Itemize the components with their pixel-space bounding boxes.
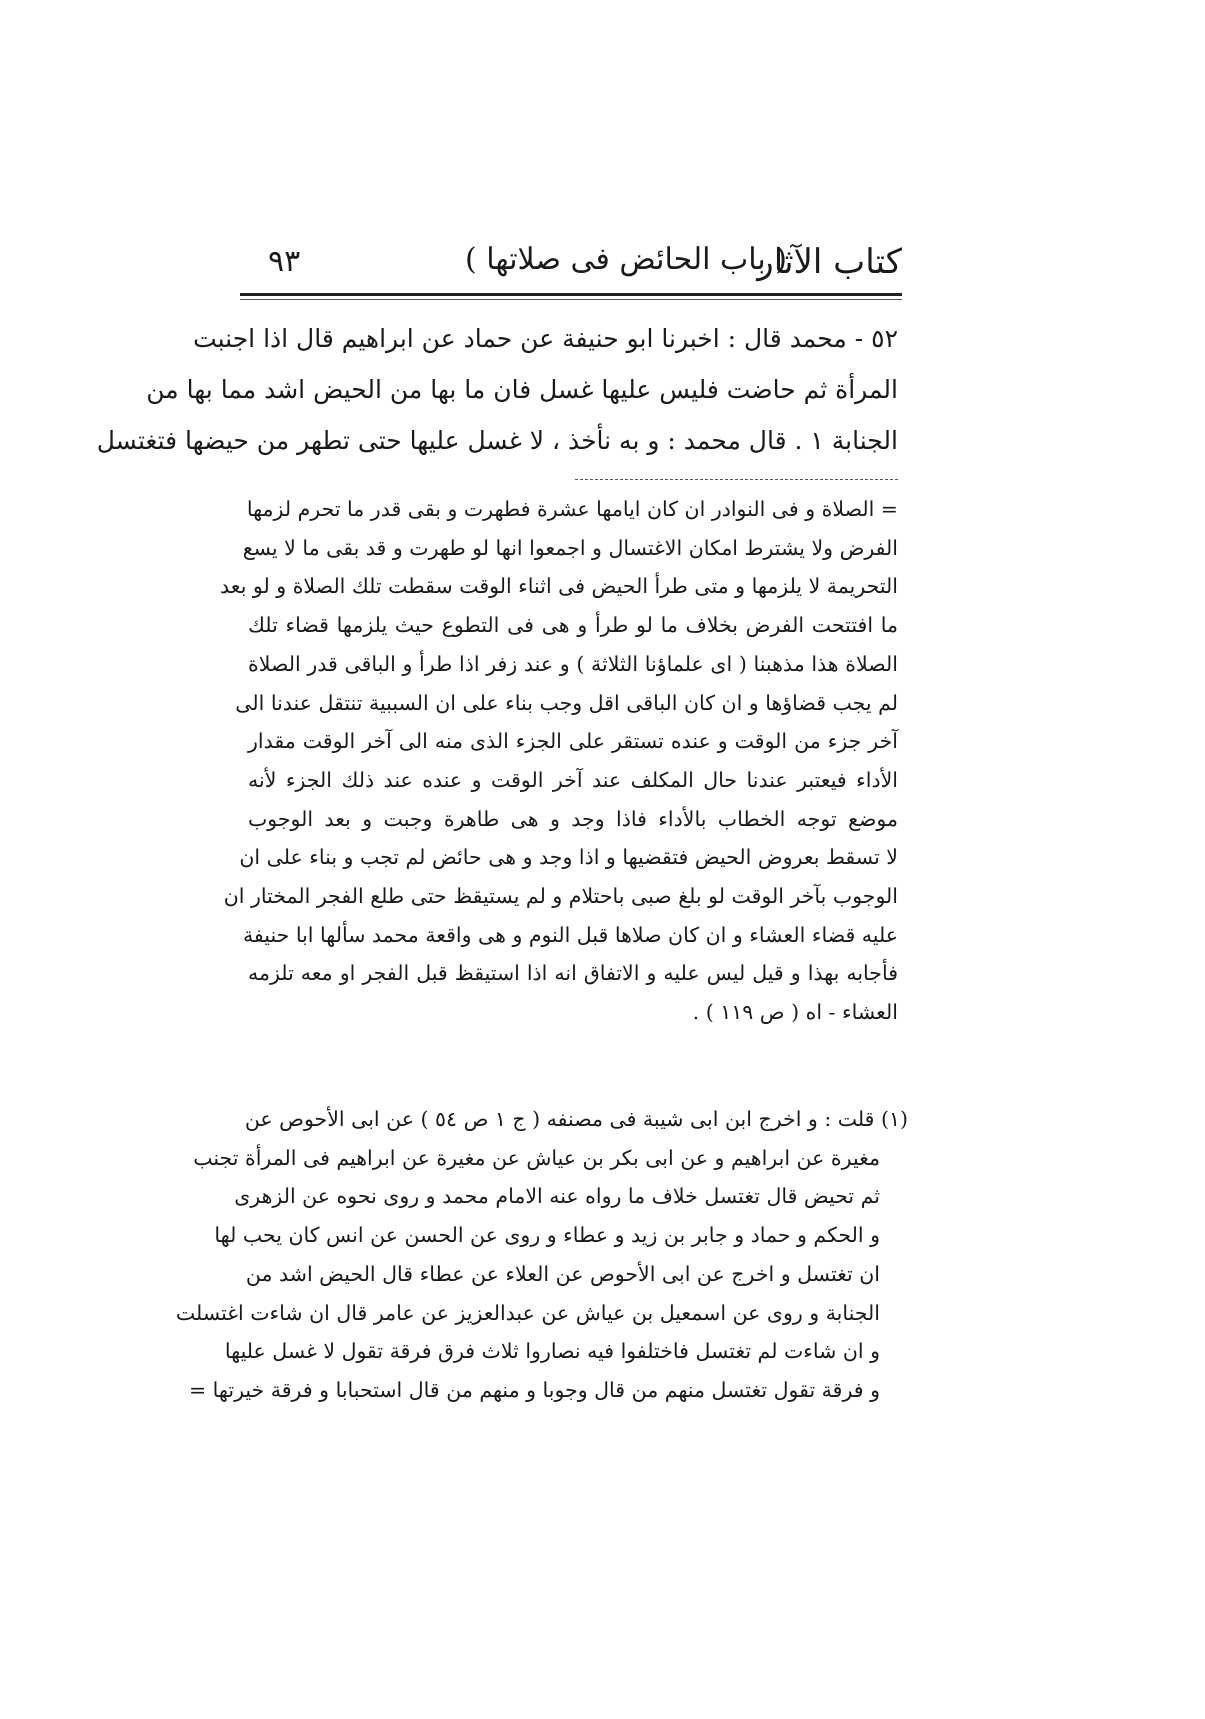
footnote-line: (١) قلت : و اخرج ابن ابى شيبة فى مصنفه ( ج ١ ص ٥٤ ) عن ابى الأحوص عن bbox=[244, 1107, 908, 1131]
main-text-line: المرأة ثم حاضت فليس عليها غسل فان ما بها من الحيض اشد مما بها من bbox=[146, 375, 898, 404]
page-number: ٩٣ bbox=[268, 244, 301, 279]
commentary-line: الأداء فيعتبر عندنا حال المكلف عند آخر الوقت و عنده عند ذلك الجزء لأنه bbox=[248, 767, 898, 792]
main-text bbox=[96, 313, 898, 466]
page-header bbox=[240, 238, 902, 290]
commentary-line: التحريمة لا يلزمها و متى طرأ الحيض فى اثناء الوقت سقطت تلك الصلاة و لو بعد bbox=[220, 574, 898, 599]
footnote-line: و فرقة تقول تغتسل منهم من قال وجوبا و منهم من قال استحبابا و فرقة خيرتها = bbox=[188, 1377, 880, 1402]
commentary-line: لم يجب قضاؤها و ان كان الباقى اقل وجب بناء على ان السببية تنتقل عندنا الى bbox=[235, 690, 898, 715]
commentary-line: الفرض ولا يشترط امكان الاغتسال و اجمعوا انها لو طهرت و قد بقى ما لا يسع bbox=[242, 535, 898, 560]
book-title: كتاب الآثار bbox=[757, 242, 902, 282]
commentary-line: عليه قضاء العشاء و ان كان صلاها قبل النوم و هى واقعة محمد سألها ابا حنيفة bbox=[242, 922, 898, 947]
main-text-line: ٥٢ - محمد قال : اخبرنا ابو حنيفة عن حماد عن ابراهيم قال اذا اجنبت bbox=[193, 324, 898, 353]
footnote-line: ان تغتسل و اخرج عن ابى الأحوص عن العلاء عن عطاء قال الحيض اشد من bbox=[245, 1261, 880, 1286]
footnote-separator bbox=[575, 479, 898, 480]
footnote-line: و الحكم و حماد و جابر بن زيد و عطاء و روى عن الحسن عن انس كان يحب لها bbox=[214, 1223, 880, 1248]
main-text-line: الجنابة ١ . قال محمد : و به نأخذ ، لا غسل عليها حتى تطهر من حيضها فتغتسل bbox=[96, 426, 898, 455]
commentary-line: الوجوب بآخر الوقت لو بلغ صبى باحتلام و لم يستيقظ حتى طلع الفجر المختار ان bbox=[223, 884, 898, 909]
commentary-line: ما افتتحت الفرض بخلاف ما لو طرأ و هى فى التطوع حيث يلزمها قضاء تلك bbox=[248, 613, 898, 638]
commentary-line: الصلاة هذا مذهبنا ( اى علماؤنا الثلاثة ) و عند زفر اذا طرأ و الباقى قدر الصلاة bbox=[248, 651, 898, 676]
header-rule-thick bbox=[240, 293, 902, 296]
footnote-line: مغيرة عن ابراهيم و عن ابى بكر بن عياش عن مغيرة عن ابراهيم فى المرأة تجنب bbox=[193, 1145, 880, 1170]
footnote-line: و ان شاءت لم تغتسل فاختلفوا فيه نصاروا ثلاث فرق فرقة تقول لا غسل عليها bbox=[224, 1339, 880, 1364]
header-rule-thin bbox=[240, 299, 902, 300]
commentary-text bbox=[220, 490, 898, 1032]
commentary-line: = الصلاة و فى النوادر ان كان ايامها عشرة فطهرت و بقى قدر ما تحرم لزمها bbox=[246, 497, 898, 521]
commentary-line: آخر جزء من الوقت و عنده تستقر على الجزء الذى منه الى آخر الوقت مقدار bbox=[248, 729, 898, 754]
footnote-line: الجنابة و روى عن اسمعيل بن عياش عن عبدالعزيز عن عامر قال ان شاءت اغتسلت bbox=[175, 1300, 880, 1325]
commentary-line: موضع توجه الخطاب بالأداء فاذا وجد و هى طاهرة وجبت و بعد الوجوب bbox=[248, 806, 898, 831]
chapter-title: ( باب الحائض فى صلاتها ) bbox=[465, 242, 787, 277]
footnote-text bbox=[175, 1100, 908, 1410]
commentary-line: العشاء - اه ( ص ١١٩ ) . bbox=[692, 1000, 898, 1025]
commentary-line: لا تسقط بعروض الحيض فتقضيها و اذا وجد و هى حائض لم تجب و بناء على ان bbox=[239, 845, 898, 870]
commentary-line: فأجابه بهذا و قيل ليس عليه و الاتفاق انه اذا استيقظ قبل الفجر او معه تلزمه bbox=[248, 961, 898, 986]
footnote-line: ثم تحيض قال تغتسل خلاف ما رواه عنه الامام محمد و روى نحوه عن الزهرى bbox=[234, 1184, 880, 1209]
